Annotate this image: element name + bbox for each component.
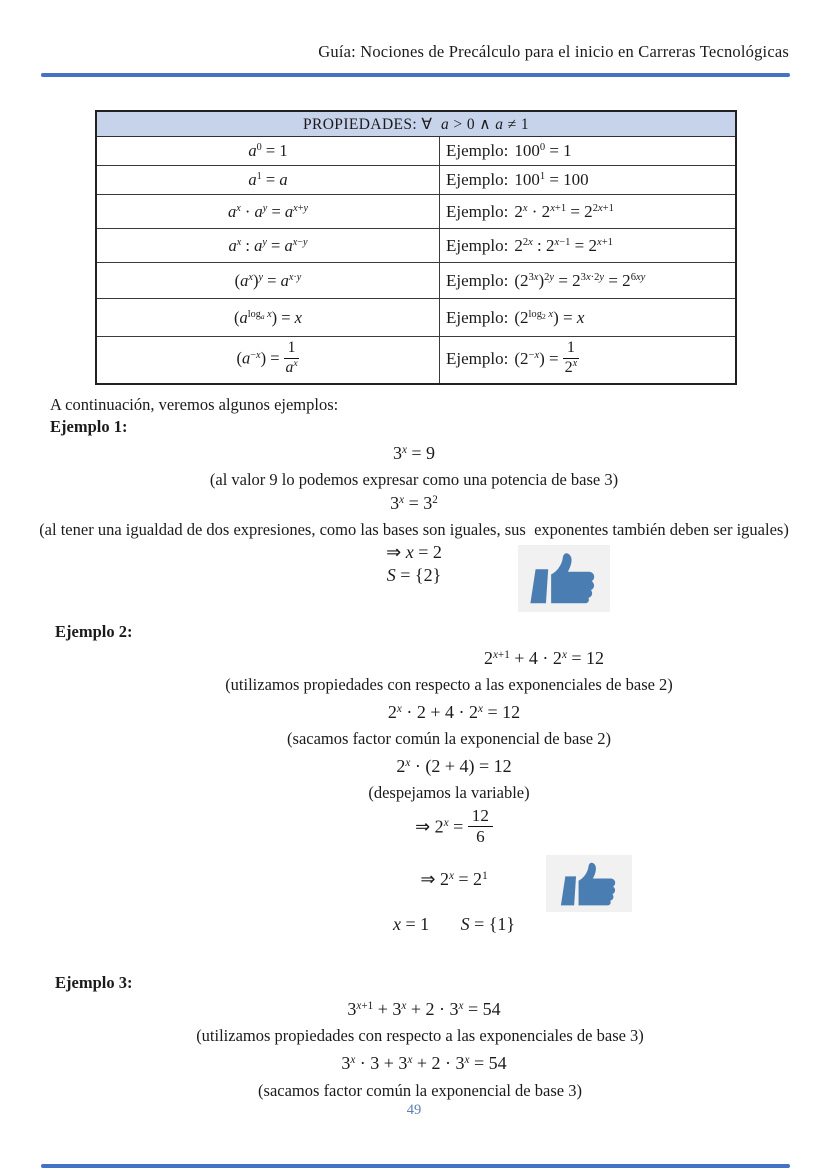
intro-text: A continuación, veremos algunos ejemplos: — [50, 395, 339, 414]
document-title: Guía: Nociones de Precálculo para el inicio en Carreras Tecnológicas — [318, 42, 789, 61]
note: (utilizamos propiedades con respecto a las exponenciales de base 3) — [196, 1025, 644, 1045]
table-row — [96, 299, 736, 337]
table-row — [96, 137, 736, 166]
equation: ⇒ $2^x = 2^1$ — [420, 868, 488, 889]
thumbs-up-image — [546, 855, 632, 912]
property-formula: $(a^x)^y = a^{x\cdot y}$ — [96, 263, 440, 299]
example-cell — [440, 137, 737, 166]
thumbs-up-image — [518, 545, 610, 612]
property-formula: $(a^{-x})$ = $\frac{1}{a^x}$ — [96, 337, 440, 385]
property-formula: $a^1 = a$ — [96, 166, 440, 195]
equation: S = {2} — [386, 565, 442, 585]
table-row — [96, 337, 736, 385]
equation: $3^x = 3^2$ — [390, 493, 438, 513]
example-formula: $100^1 = 100$ — [514, 170, 589, 189]
table-row — [96, 263, 736, 299]
equation: $2^x \cdot 2 + 4 \cdot 2^x = 12$ — [387, 702, 521, 722]
equation: $3^x \cdot 3 + 3^x + 2 \cdot 3^x = 54$ — [341, 1052, 507, 1073]
example-1-heading: Ejemplo 1: — [50, 417, 128, 436]
table-row — [96, 195, 736, 229]
example-cell — [440, 195, 737, 229]
page-number: 49 — [406, 1101, 422, 1118]
example-formula: $(2^{-x})$ = $\frac{1}{2^x}$ — [514, 338, 578, 376]
example-label: Ejemplo: — [446, 141, 509, 160]
note: (sacamos factor común la exponencial de base 3) — [258, 1080, 582, 1100]
header-divider — [41, 73, 790, 77]
note: (sacamos factor común la exponencial de base 2) — [287, 729, 611, 748]
example-formula: $(2^{log_2 x}) = x$ — [514, 307, 585, 327]
footer-divider — [41, 1164, 790, 1168]
note: (al valor 9 lo podemos expresar como una potencia de base 3) — [209, 470, 619, 489]
equation: $2^{x+1} + 4 \cdot 2^x = 12$ — [483, 648, 605, 668]
example-label: Ejemplo: — [446, 348, 509, 368]
properties-table — [95, 110, 737, 385]
example-label: Ejemplo: — [446, 235, 509, 255]
example-cell — [440, 337, 737, 385]
thumbs-up-icon — [554, 860, 625, 908]
table-title: PROPIEDADES: ∀ a > 0 ∧ a ≠ 1 — [96, 111, 736, 137]
equation: $3^x = 9$ — [392, 443, 436, 463]
property-formula: $(a^{log_a x}) = x$ — [96, 299, 440, 337]
example-label: Ejemplo: — [446, 270, 509, 290]
note: (utilizamos propiedades con respecto a las exponenciales de base 2) — [225, 675, 673, 694]
example-2-heading: Ejemplo 2: — [55, 622, 133, 641]
note: (despejamos la variable) — [368, 783, 530, 802]
property-formula: $a^x \cdot a^y = a^{x+y}$ — [96, 195, 440, 229]
example-cell — [440, 166, 737, 195]
example-cell — [440, 299, 737, 337]
example-formula: $2^{2x}$ : $2^{x-1} = 2^{x+1}$ — [514, 235, 613, 255]
example-label: Ejemplo: — [446, 170, 509, 189]
equation: $3^{x+1} + 3^x + 2 \cdot 3^x = 54$ — [347, 998, 501, 1019]
property-formula: $a^x$ : $a^y = a^{x-y}$ — [96, 229, 440, 263]
thumbs-up-icon — [526, 550, 601, 606]
example-cell — [440, 263, 737, 299]
property-formula: $a^0 = 1$ — [96, 137, 440, 166]
equation: ⇒ $2^x$ = $\frac{12}{6}$ — [40, 809, 828, 848]
example-3-heading: Ejemplo 3: — [55, 972, 133, 992]
table-row — [96, 229, 736, 263]
table-title-row — [96, 111, 736, 137]
example-formula: $100^0 = 1$ — [514, 141, 572, 160]
equation: x = 1 S = {1} — [392, 913, 516, 934]
example-formula: $(2^{3x})^{2y} = 2^{3x\cdot 2y} = 2^{6xy}$ — [514, 270, 646, 290]
example-formula: $2^x \cdot 2^{x+1} = 2^{2x+1}$ — [514, 201, 614, 221]
example-label: Ejemplo: — [446, 307, 509, 327]
note: (al tener una igualdad de dos expresiones, como las bases son iguales, sus exponentes también deben ser iguales) — [39, 520, 789, 539]
example-label: Ejemplo: — [446, 201, 509, 221]
equation: $2^x \cdot (2 + 4) = 12$ — [396, 756, 512, 776]
equation: ⇒ x = 2 — [386, 542, 442, 562]
example-cell — [440, 229, 737, 263]
table-row — [96, 166, 736, 195]
